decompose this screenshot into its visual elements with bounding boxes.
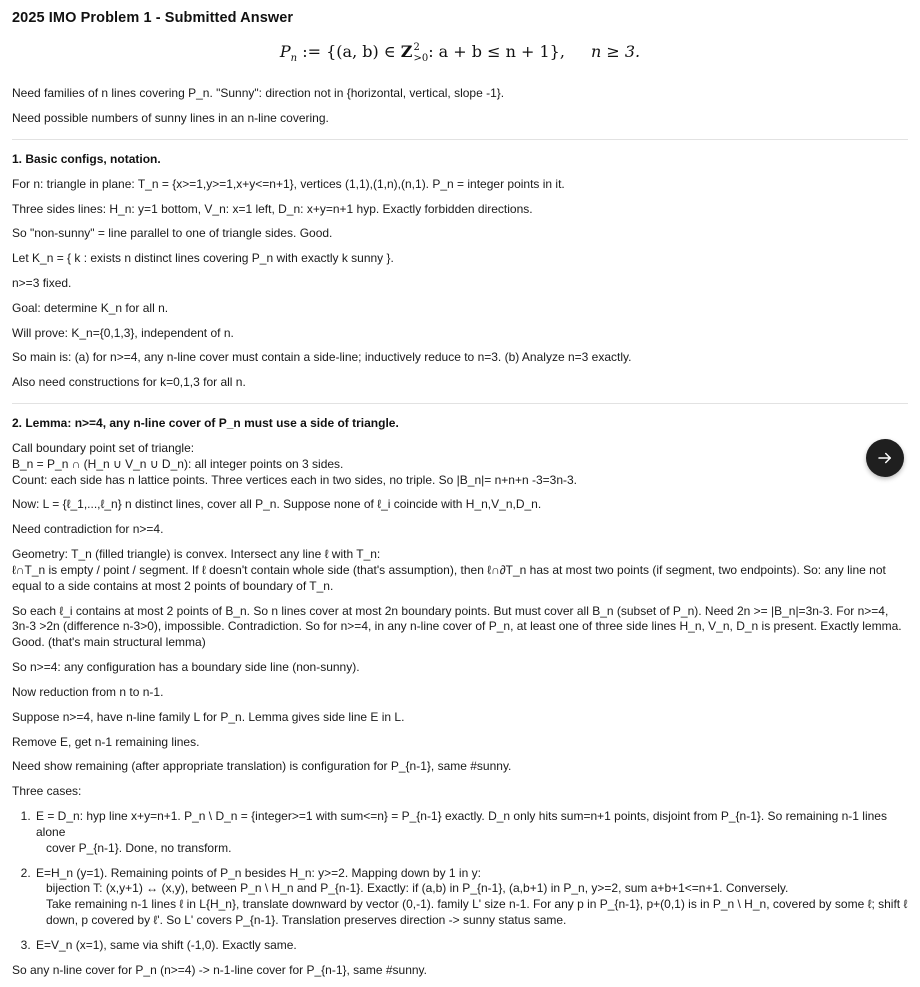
formula-lhs: P xyxy=(279,42,291,61)
section-2-para-7: Need show remaining (after appropriate translation) is configuration for P_{n-1}, same #sunny. xyxy=(12,759,512,774)
formula-z-superscript: 2 xyxy=(413,42,420,54)
next-arrow-button[interactable] xyxy=(866,439,904,477)
section-1-para-2: Three sides lines: H_n: y=1 bottom, V_n: x=1 left, D_n: x+y=n+1 hyp. Exactly forbidden directions. xyxy=(12,201,533,216)
boundary-line-2: B_n = P_n ∩ (H_n ∪ V_n ∪ D_n): all integer points on 3 sides. xyxy=(12,456,344,471)
section-1-para-3: So "non-sunny" = line parallel to one of triangle sides. Good. xyxy=(12,226,333,241)
formula-lhs-subscript: n xyxy=(290,53,298,65)
formula-tail: n ≥ 3. xyxy=(590,42,641,61)
divider xyxy=(12,139,908,140)
section-2-para-4: Now reduction from n to n-1. xyxy=(12,684,164,699)
case-1-cont-1: cover P_{n-1}. Done, no transform. xyxy=(46,840,232,855)
section-2-para-2: Need contradiction for n>=4. xyxy=(12,522,164,537)
geometry-block xyxy=(12,547,908,594)
formula-z-subscript: >0 xyxy=(413,52,429,64)
cases-list xyxy=(12,809,908,954)
case-2-cont-2: Take remaining n-1 lines ℓ in L{H_n}, translate downward by vector (0,-1). family L' size n-1. For any p in P_{n-1}, p+(0,1) is in P_n \ H_n, covered by some ℓ; shift ℓ xyxy=(46,897,908,912)
section-2-para-6: Remove E, get n-1 remaining lines. xyxy=(12,734,200,749)
section-1-para-8: So main is: (a) for n>=4, any n-line cover must contain a side-line; inductively reduce to n=3. (b) Analyze n=3 exactly. xyxy=(12,350,632,365)
intro-line-2: Need possible numbers of sunny lines in an n-line covering. xyxy=(12,111,329,126)
section-1-heading: 1. Basic configs, notation. xyxy=(12,151,161,166)
section-1-para-7: Will prove: K_n={0,1,3}, independent of n. xyxy=(12,325,234,340)
section-2-para-3: So n>=4: any configuration has a boundary side line (non-sunny). xyxy=(12,660,360,675)
geometry-line-1: Geometry: T_n (filled triangle) is convex. Intersect any line ℓ with T_n: xyxy=(12,547,381,562)
case-1-main: E = D_n: hyp line x+y=n+1. P_n \ D_n = {integer>=1 with sum<=n} = P_{n-1} exactly. D_n only hits sum=n+1 points, disjoint from P_{n-1}. So remaining n-1 lines alone xyxy=(36,809,887,839)
section-2-closing: So any n-line cover for P_n (n>=4) -> n-1-line cover for P_{n-1}, same #sunny. xyxy=(12,962,427,977)
case-2-cont-1: bijection T: (x,y+1) ↔ (x,y), between P_n \ H_n and P_{n-1}. Exactly: if (a,b) in P_{n-1}, (a,b+1) in P_n, y>=2, sum a+b+1<=n+1. Conversely. xyxy=(46,881,789,896)
geometry-line-3: equal to a side contains at most 2 points of boundary of T_n. xyxy=(12,578,334,593)
case-2-cont-3: down, p covered by ℓ'. So L' covers P_{n-1}. Translation preserves direction -> sunny status same. xyxy=(46,913,567,927)
list-item xyxy=(34,809,908,856)
problem-formula xyxy=(12,42,908,64)
divider xyxy=(12,403,908,404)
structural-lemma-para: So each ℓ_i contains at most 2 points of B_n. So n lines cover at most 2n boundary points. But must cover all B_n (subset of P_n). Need 2n >= |B_n|=3n-3. For n>=4, 3n-3 >2n (difference n-3>0), impossible. Contradiction. So for n>=4, in any n-line cover of P_n, at least one of three side lines H_n, V_n, D_n is present. Exactly lemma. Good. (that's main structural lemma) xyxy=(12,603,902,650)
section-1-para-4: Let K_n = { k : exists n distinct lines covering P_n with exactly k sunny }. xyxy=(12,251,394,266)
case-3-main: E=V_n (x=1), same via shift (-1,0). Exactly same. xyxy=(36,937,297,952)
boundary-line-1: Call boundary point set of triangle: xyxy=(12,440,195,455)
list-item xyxy=(34,866,908,929)
page-title: 2025 IMO Problem 1 - Submitted Answer xyxy=(12,10,294,26)
arrow-right-icon xyxy=(876,449,894,467)
formula-integers-symbol: Z xyxy=(400,42,413,61)
section-1-para-6: Goal: determine K_n for all n. xyxy=(12,300,169,315)
section-1-para-9: Also need constructions for k=0,1,3 for all n. xyxy=(12,375,246,390)
section-1-para-1: For n: triangle in plane: T_n = {x>=1,y>=1,x+y<=n+1}, vertices (1,1),(1,n),(n,1). P_n = integer points in it. xyxy=(12,176,565,191)
section-2-para-1: Now: L = {ℓ_1,...,ℓ_n} n distinct lines, cover all P_n. Suppose none of ℓ_i coincide with H_n,V_n,D_n. xyxy=(12,497,542,512)
formula-assign: := xyxy=(302,42,322,61)
case-2-main: E=H_n (y=1). Remaining points of P_n besides H_n: y>=2. Mapping down by 1 in y: xyxy=(36,865,481,880)
intro-line-1: Need families of n lines covering P_n. "Sunny": direction not in {horizontal, vertical, slope -1}. xyxy=(12,86,505,101)
section-2-para-5: Suppose n>=4, have n-line family L for P_n. Lemma gives side line E in L. xyxy=(12,709,405,724)
formula-set: {(a, b) ∈ xyxy=(326,42,396,61)
section-2-para-8: Three cases: xyxy=(12,784,82,799)
geometry-line-2: ℓ∩T_n is empty / point / segment. If ℓ doesn't contain whole side (that's assumption), then ℓ∩∂T_n has at most two points (if segment, two endpoints). So: any line not xyxy=(12,562,886,577)
list-item xyxy=(34,938,908,954)
boundary-set-block xyxy=(12,441,908,488)
boundary-line-3: Count: each side has n lattice points. Three vertices each in two sides, no triple. So |B_n|= n+n+n -3=3n-3. xyxy=(12,472,578,487)
section-1-para-5: n>=3 fixed. xyxy=(12,275,72,290)
formula-z-exponents xyxy=(413,43,428,63)
formula-condition: : a + b ≤ n + 1}, xyxy=(428,42,565,61)
section-2-heading: 2. Lemma: n>=4, any n-line cover of P_n must use a side of triangle. xyxy=(12,416,399,431)
